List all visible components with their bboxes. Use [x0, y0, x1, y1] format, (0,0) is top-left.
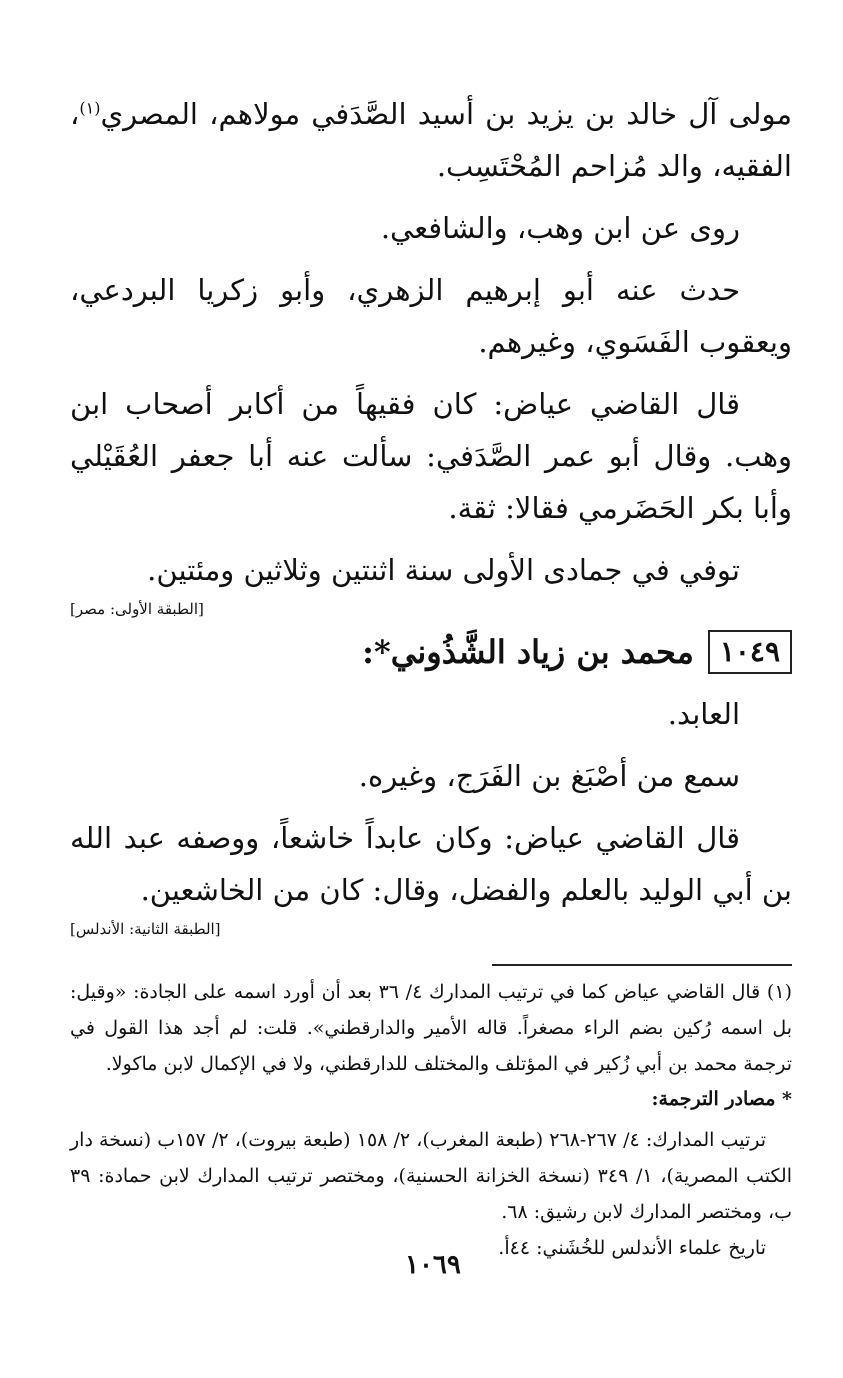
- category-text-1: [الطبقة الأولى: مصر]: [70, 600, 204, 618]
- lineage-tail: ، الفقيه، والد مُزاحم المُحْتَسِب.: [70, 97, 792, 183]
- entry-heading: [70, 630, 792, 674]
- footnote-ref[interactable]: (١): [79, 98, 101, 118]
- lineage-text: مولى آل خالد بن يزيد بن أسيد الصَّدَفي مولاهم، المصري: [100, 97, 792, 131]
- page-content: [70, 88, 792, 1266]
- category-text-2: [الطبقة الثانية: الأندلس]: [70, 920, 221, 938]
- entry-number-box: ١٠٤٩: [708, 630, 792, 674]
- page-number: ١٠٦٩: [405, 1250, 461, 1280]
- category-label-2: [70, 920, 792, 938]
- paragraph-narrated-by: حدث عنه أبو إبرهيم الزهري، وأبو زكريا البردعي، ويعقوب الفَسَوي، وغيرهم.: [70, 273, 792, 359]
- source-item-2: تاريخ علماء الأندلس للخُشَني: ٤٤أ.: [498, 1237, 766, 1259]
- paragraph-narrated-from: روى عن ابن وهب، والشافعي.: [380, 211, 740, 245]
- entry-paragraph-title: العابد.: [667, 697, 740, 731]
- paragraph-qadi-iyad: قال القاضي عياض: كان فقيهاً من أكابر أصحاب ابن وهب. وقال أبو عمر الصَّدَفي: سألت عنه أبا جعفر العُقَيْلي وأبا بكر الحَضَرمي فقالا: ثقة.: [70, 387, 792, 525]
- entry-name: محمد بن زياد الشَّذُوني*:: [362, 633, 694, 671]
- source-item-1: ترتيب المدارك: ٤/ ٢٦٧-٢٦٨ (طبعة المغرب)، ٢/ ١٥٨ (طبعة بيروت)، ٢/ ١٥٧ب (نسخة دار الكتب المصرية)، ١/ ٣٤٩ (نسخة الخزانة الحسنية)، ومختصر ترتيب المدارك لابن حمادة: ٣٩ ب، ومختصر المدارك لابن رشيق: ٦٨.: [70, 1129, 792, 1223]
- footnote-divider: [492, 964, 792, 966]
- paragraph-death: توفي في جمادى الأولى سنة اثنتين وثلاثين ومئتين.: [147, 553, 740, 587]
- paragraph-lineage: [70, 88, 792, 192]
- footnote-1: (١) قال القاضي عياض كما في ترتيب المدارك ٤/ ٣٦ بعد أن أورد اسمه على الجادة: «وقيل: بل اسمه رُكين بضم الراء مصغراً. قاله الأمير والدارقطني». قلت: لم أجد هذا القول في ترجمة محمد بن أبي زُكير في المؤتلف والمختلف للدارقطني، ولا في الإكمال لابن ماكولا.: [70, 981, 792, 1075]
- category-label-1: [70, 600, 792, 618]
- sources-heading: * مصادر الترجمة:: [651, 1088, 792, 1110]
- entry-paragraph-qadi-iyad: قال القاضي عياض: وكان عابداً خاشعاً، ووصفه عبد الله بن أبي الوليد بالعلم والفضل، وقال: كان من الخاشعين.: [70, 821, 792, 907]
- entry-paragraph-heard: سمع من أصْبَغ بن الفَرَج، وغيره.: [358, 759, 740, 793]
